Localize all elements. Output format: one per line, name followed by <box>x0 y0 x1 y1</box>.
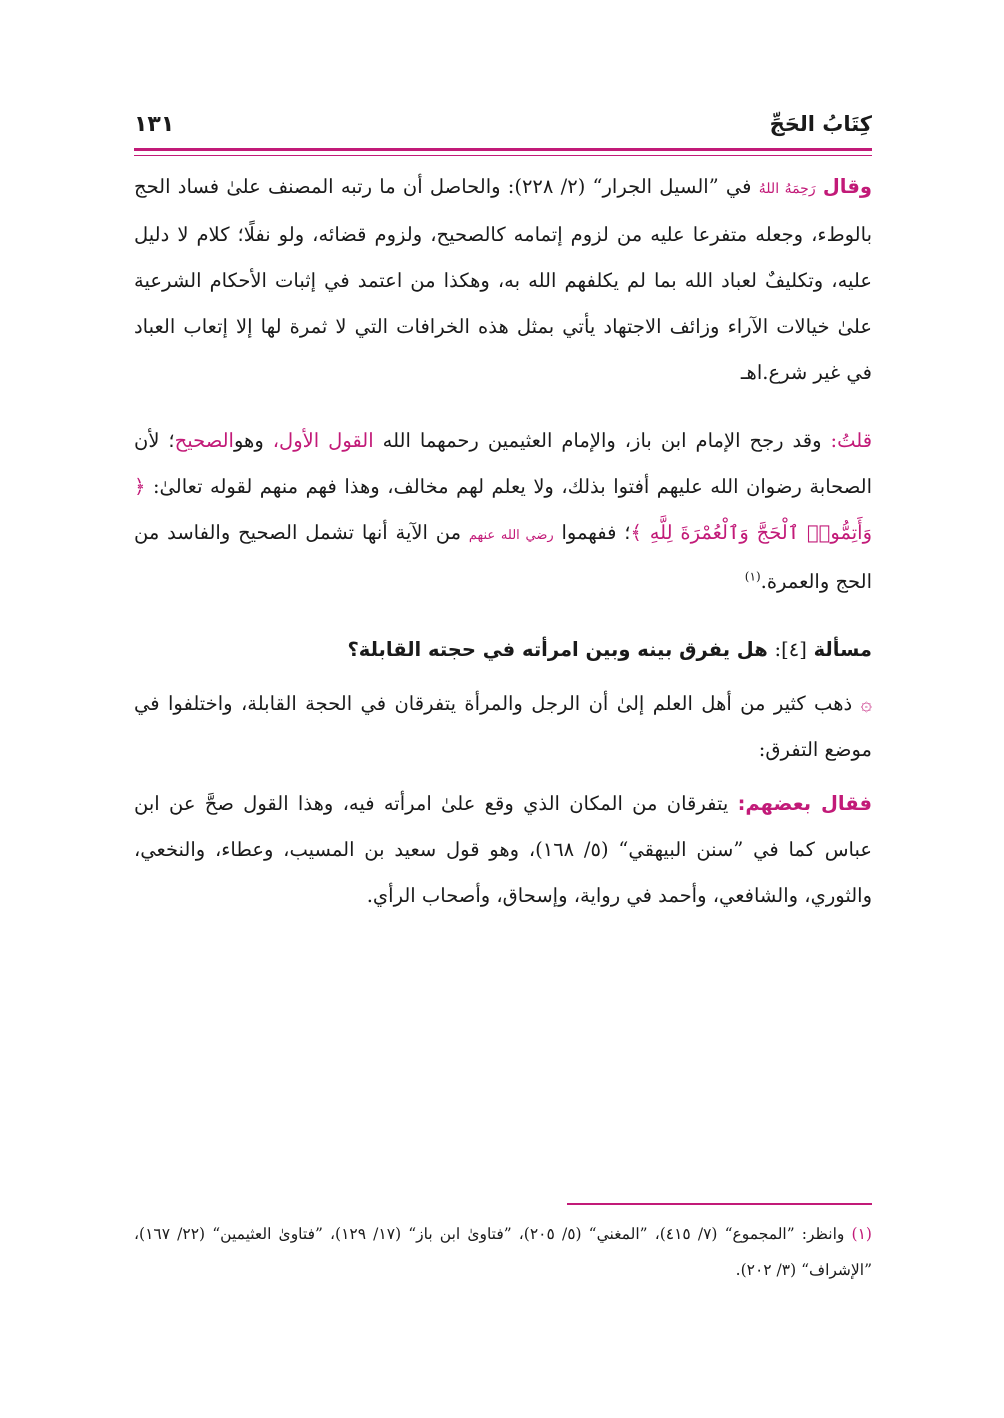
page-number: ١٣١ <box>134 112 175 137</box>
main-text <box>134 164 872 919</box>
issue-label: مسألة <box>813 638 872 661</box>
lead-word: وقال <box>822 175 873 198</box>
highlight-first-opinion: القول الأول، <box>272 429 374 452</box>
lead-word: قلتُ: <box>830 429 873 452</box>
footnote <box>134 1216 872 1288</box>
honorific: رَحِمَهُ اللهُ <box>758 181 816 197</box>
paragraph-text: في ”السيل الجرار“ (٢/ ٢٢٨): والحاصل أن ما رتبه المصنف علىٰ فساد الحج بالوطء، وجعله متفرعا عليه من لزوم إتمامه كالصحيح، ولزوم قضائه، ولو نفلًا؛ كلام لا دليل عليه، وتكليفٌ لعباد الله بما لم يكلفهم الله به، وهكذا من اعتمد في إثبات الأحكام الشرعية علىٰ خيالات الآراء وزائف الاجتهاد يأتي بمثل هذه الخرافات التي لا ثمرة لها إلا إتعاب العباد في غير شرع.اهـ <box>134 175 872 384</box>
paragraph-scholars <box>134 681 872 773</box>
footnote-mark: (١) <box>851 1225 872 1243</box>
paragraph-text: يتفرقان من المكان الذي وقع علىٰ امرأته فيه، وهذا القول صحَّ عن ابن عباس كما في ”سنن البيهقي“ (٥/ ١٦٨)، وهو قول سعيد بن المسيب، وعطاء، والنخعي، والثوري، والشافعي، وأحمد في رواية، وإسحاق، وأصحاب الرأي. <box>134 792 872 907</box>
text-segment: ؛ ففهموا <box>561 521 631 544</box>
footnote-text: وانظر: ”المجموع“ (٧/ ٤١٥)، ”المغني“ (٥/ ٢٠٥)، ”فتاوىٰ ابن باز“ (١٧/ ١٢٩)، ”فتاوىٰ العثيمين“ (٢٢/ ١٦٧)، ”الإشراف“ (٣/ ٢٠٢). <box>134 1225 872 1279</box>
text-segment: وقد رجح الإمام ابن باز، والإمام العثيمين رحمهما الله <box>382 429 822 452</box>
lead-word: فقال بعضهم: <box>737 792 872 815</box>
footnote-separator <box>567 1203 872 1205</box>
text-segment: ؛ لأن الصحابة رضوان الله عليهم أفتوا بذلك، ولا يعلم لهم مخالف، وهذا فهم منهم لقوله تعالىٰ: <box>134 429 873 498</box>
issue-question: هل يفرق بينه وبين امرأته في حجته القابلة؟ <box>347 638 768 661</box>
highlight-correct: الصحيح <box>174 429 234 452</box>
paragraph-quote <box>134 164 872 396</box>
paragraph-first-view <box>134 781 872 919</box>
paragraph-opinion <box>134 418 872 605</box>
book-title: كِتَابُ الحَجِّ <box>769 112 872 136</box>
paragraph-text: ذهب كثير من أهل العلم إلىٰ أن الرجل والمرأة يتفرقان في الحجة القابلة، واختلفوا في موضع التفرق: <box>134 692 872 761</box>
honorific-radiya: رضي الله عنهم <box>468 528 554 543</box>
issue-heading <box>134 627 872 673</box>
text-segment: من الآية أنها تشمل الصحيح والفاسد من الحج والعمرة. <box>134 521 872 593</box>
page <box>134 0 872 1418</box>
quran-verse: ﴿ وَأَتِمُّوا۟ ٱلْحَجَّ وَٱلْعُمْرَةَ لِلَّهِ ﴾ <box>134 475 872 544</box>
running-header <box>134 112 872 146</box>
issue-number: [٤]: <box>774 638 807 661</box>
footnote-ref[interactable]: (١) <box>744 569 761 584</box>
ornament-icon: ۞ <box>860 692 873 715</box>
header-rule-thin <box>134 155 872 156</box>
text-segment: وهو <box>233 429 264 452</box>
header-rule-thick <box>134 148 872 151</box>
